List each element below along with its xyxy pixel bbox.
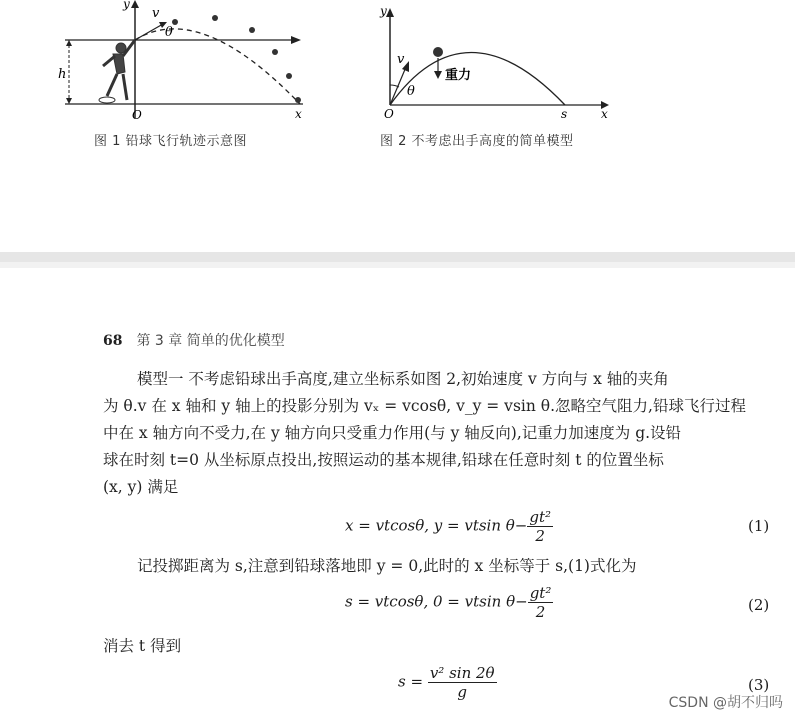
page-header (103, 330, 285, 350)
fig2-s-label: s (561, 107, 568, 120)
eq3-numerator: v² sin 2θ (429, 664, 495, 682)
eq2-denominator: 2 (535, 603, 546, 621)
equation-3-number: (3) (748, 676, 770, 694)
fig1-theta-label: θ (165, 25, 173, 40)
eq3-denominator: g (457, 683, 468, 701)
fig1-h-label: h (58, 67, 67, 82)
para2-text: 记投掷距离为 s,注意到铅球落地即 y = 0,此时的 x 坐标等于 s,(1)式化为 (137, 557, 637, 575)
paragraph-2 (103, 553, 636, 580)
fig1-origin-label: O (132, 108, 142, 122)
fig2-gravity-label: 重力 (445, 68, 472, 83)
paragraph-model-one (103, 366, 783, 501)
fig1-v-label: v (152, 6, 160, 21)
figure-1-caption: 图 1 铅球飞行轨迹示意图 (94, 134, 248, 149)
eq1-denominator: 2 (535, 527, 545, 545)
fig2-v-label: v (397, 52, 405, 67)
page-separator-shadow (0, 262, 795, 268)
fig2-ball (433, 47, 443, 57)
fig2-x-label: x (601, 107, 608, 120)
figure-2-caption: 图 2 不考虑出手高度的简单模型 (380, 134, 574, 149)
para1-line5: (x, y) 满足 (103, 478, 179, 496)
eq3-lhs: s = (398, 672, 424, 691)
para1-line2: 为 θ.v 在 x 轴和 y 轴上的投影分别为 vₓ = vcosθ, v_y = vsin θ.忽略空气阻力,铅球飞行过程 (103, 397, 746, 415)
page-number: 68 (103, 333, 123, 349)
page-separator (0, 252, 795, 262)
equation-2-number: (2) (748, 596, 770, 614)
paragraph-3 (103, 633, 181, 660)
fig2-origin-label: O (384, 107, 394, 120)
fig2-theta-label: θ (407, 84, 415, 99)
chapter-title: 第 3 章 简单的优化模型 (136, 333, 285, 349)
eq1-numerator: gt² (529, 508, 552, 526)
figure-1-diagram (55, 0, 315, 125)
athlete-figure (99, 40, 135, 103)
eq2-lhs: s = vtcosθ, 0 = vtsin θ− (345, 592, 528, 611)
equation-1 (345, 508, 553, 545)
fig2-trajectory (390, 53, 565, 106)
para1-line4: 球在时刻 t=0 从坐标原点投出,按照运动的基本规律,铅球在任意时刻 t 的位置坐标 (103, 451, 664, 469)
para3-text: 消去 t 得到 (103, 637, 182, 655)
equation-3 (398, 664, 497, 701)
eq2-numerator: gt² (529, 584, 552, 602)
eq1-lhs: x = vtcosθ, y = vtsin θ− (345, 516, 528, 535)
para1-line3: 中在 x 轴方向不受力,在 y 轴方向只受重力作用(与 y 轴反向),记重力加速度为 g.设铅 (103, 424, 682, 442)
fig1-x-label: x (295, 107, 302, 121)
csdn-watermark: CSDN @胡不归吗 (668, 695, 783, 711)
equation-1-number: (1) (748, 517, 770, 535)
equation-2 (345, 584, 553, 621)
figure-2-diagram (375, 5, 615, 120)
para1-line1: 模型一 不考虑铅球出手高度,建立坐标系如图 2,初始速度 v 方向与 x 轴的夹角 (137, 370, 669, 388)
fig2-y-label: y (380, 5, 387, 18)
fig1-y-label: y (123, 0, 130, 11)
